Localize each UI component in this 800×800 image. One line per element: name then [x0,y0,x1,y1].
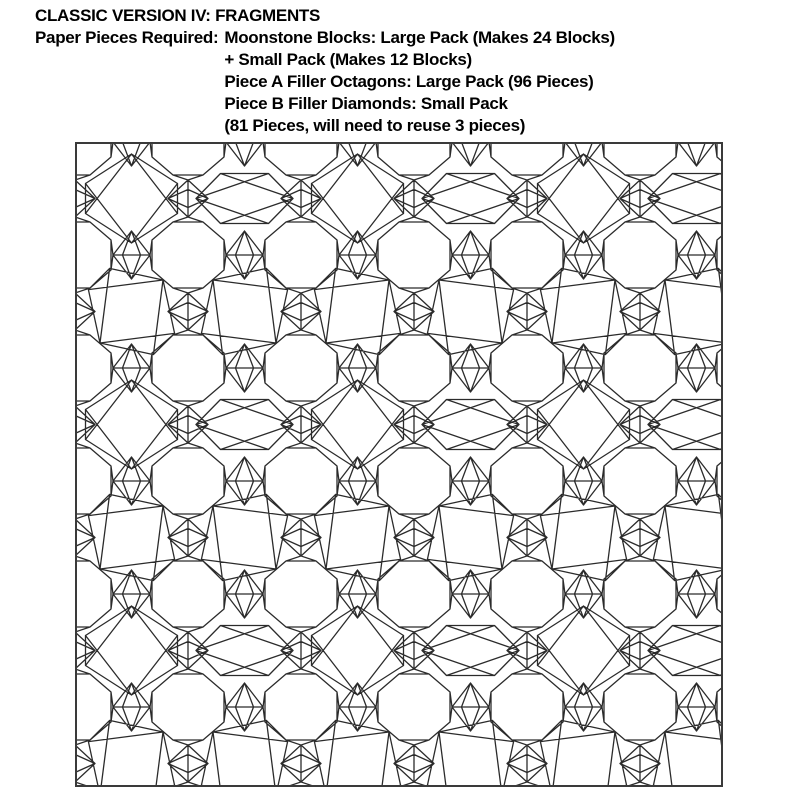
requirement-line: (81 Pieces, will need to reuse 3 pieces) [224,116,526,135]
header [35,5,615,137]
requirements-list [224,27,615,137]
requirements-block [35,27,615,137]
pattern-fill [75,142,723,787]
requirement-line: Piece B Filler Diamonds: Small Pack [224,94,508,113]
requirement-line: Piece A Filler Octagons: Large Pack (96 Pieces) [224,72,594,91]
requirement-line: Moonstone Blocks: Large Pack (Makes 24 Blocks) [224,28,615,47]
requirement-line: + Small Pack (Makes 12 Blocks) [224,50,472,69]
requirements-label: Paper Pieces Required: [35,28,219,47]
page-title: CLASSIC VERSION IV: FRAGMENTS [35,6,321,25]
quilt-pattern-svg [75,142,723,787]
quilt-pattern-figure [75,142,723,787]
